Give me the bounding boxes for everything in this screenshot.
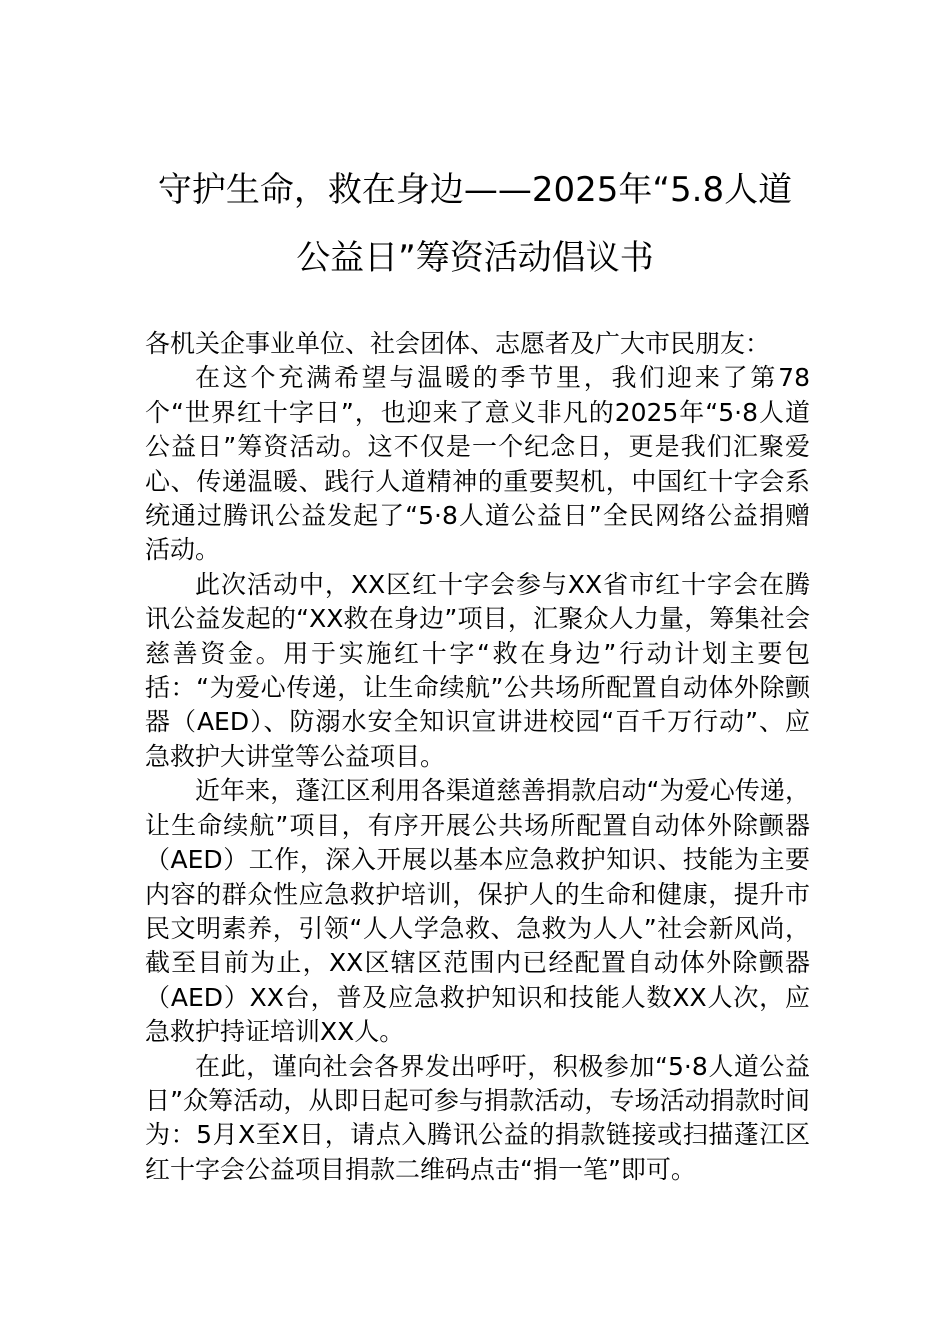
paragraph-3: 近年来，蓬江区利用各渠道慈善捐款启动“为爱心传递，让生命续航”项目，有序开展公共场所配置自动体外除颤器（AED）工作，深入开展以基本应急救护知识、技能为主要内容的群众性应急救护培训，保护人的生命和健康，提升市民文明素养，引领“人人学急救、急救为人人”社会新风尚，截至目前为止，XX区辖区范围内已经配置自动体外除颤器（AED）XX台，普及应急救护知识和技能人数XX人次，应急救护持证培训XX人。 xyxy=(145,776,810,1047)
paragraph-2: 此次活动中，XX区红十字会参与XX省市红十字会在腾讯公益发起的“XX救在身边”项目，汇聚众人力量，筹集社会慈善资金。用于实施红十字“救在身边”行动计划主要包括：“为爱心传递，让生命续航”公共场所配置自动体外除颤器（AED）、防溺水安全知识宣讲进校园“百千万行动”、应急救护大讲堂等公益项目。 xyxy=(145,569,810,771)
paragraph-1: 在这个充满希望与温暖的季节里，我们迎来了第78个“世界红十字日”，也迎来了意义非凡的2025年“5·8人道公益日”筹资活动。这不仅是一个纪念日，更是我们汇聚爱心、传递温暖、践行人道精神的重要契机，中国红十字会系统通过腾讯公益发起了“5·8人道公益日”全民网络公益捐赠活动。 xyxy=(145,363,810,565)
document-body xyxy=(145,327,810,1187)
paragraph-4: 在此，谨向社会各界发出呼吁，积极参加“5·8人道公益日”众筹活动，从即日起可参与捐款活动，专场活动捐款时间为：5月X至X日，请点入腾讯公益的捐款链接或扫描蓬江区红十字会公益项目捐款二维码点击“捐一笔”即可。 xyxy=(145,1051,810,1184)
salutation: 各机关企事业单位、社会团体、志愿者及广大市民朋友： xyxy=(145,329,771,358)
document-title-line-1: 守护生命，救在身边——2025年“5.8人道 xyxy=(157,170,793,210)
document-title-line-2: 公益日”筹资活动倡议书 xyxy=(296,238,654,278)
